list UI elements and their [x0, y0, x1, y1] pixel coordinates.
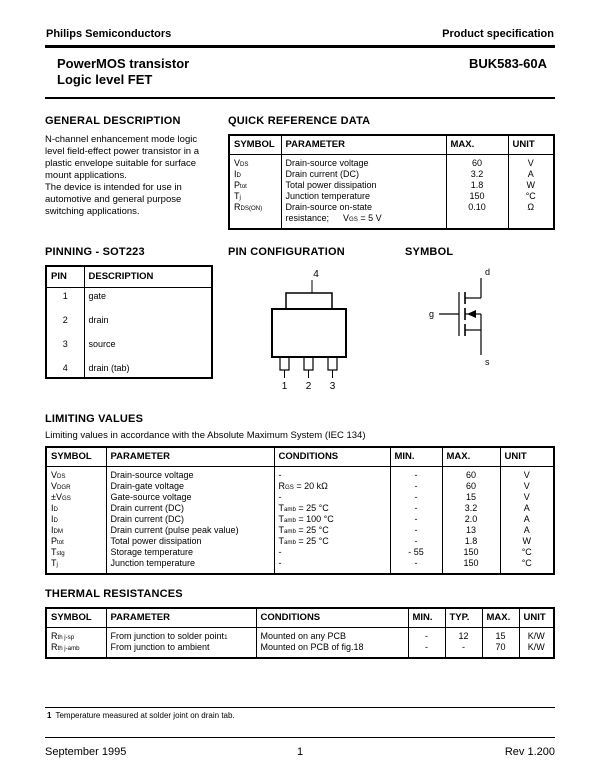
thermal-resistances-heading: THERMAL RESISTANCES — [45, 588, 183, 600]
quick-reference-column — [228, 115, 555, 230]
cell-description: drain (tab) — [84, 356, 212, 378]
col-header-min: MIN. — [408, 608, 445, 628]
title-block — [45, 48, 555, 97]
description-quickref-section — [45, 115, 555, 230]
table-row — [46, 288, 212, 309]
product-title — [57, 56, 189, 88]
general-description-para1: N-channel enhancement mode logic level field-effect power transistor in a plastic envelope suitable for surface mount applications. — [45, 134, 200, 181]
lead-2 — [304, 357, 313, 370]
cell-max: 3.2 — [442, 503, 500, 514]
title-rule — [45, 97, 555, 99]
cell-min: - — [408, 628, 445, 643]
general-description-para2: The device is intended for use in automotive and general purpose switching applications. — [45, 182, 182, 217]
table-row — [229, 180, 554, 191]
cell-conditions: - — [274, 558, 390, 574]
limiting-values-section — [45, 413, 555, 575]
substrate-arrow — [467, 310, 476, 318]
cell-conditions: $R_{GS} = 20$ kΩ — [274, 481, 390, 492]
cell-parameter: Drain current (DC) — [281, 169, 446, 180]
cell-min: - 55 — [390, 547, 442, 558]
table-header-row — [46, 608, 554, 628]
col-header-min: MIN. — [390, 447, 442, 467]
cell-parameter: Gate-source voltage — [106, 492, 274, 503]
cell-pin: 2 — [62, 315, 68, 325]
cell-parameter: Storage temperature — [106, 547, 274, 558]
cell-max: 60 — [442, 467, 500, 482]
cell-unit: A — [500, 514, 554, 525]
cell-max: 15 — [482, 628, 519, 643]
cell-min: - — [408, 642, 445, 658]
col-header-symbol: SYMBOL — [46, 608, 106, 628]
cell-conditions: $T_{amb} = 25$ °C — [274, 536, 390, 547]
cell-min: - — [390, 481, 442, 492]
table-row — [46, 514, 554, 525]
spec-type-label: Product specification — [442, 28, 554, 40]
table-header-row — [229, 135, 554, 155]
cell-symbol: $R_{th j-amb}$ — [51, 642, 80, 652]
cell-parameter: Junction temperature — [281, 191, 446, 202]
col-header-max: MAX. — [446, 135, 508, 155]
cell-max: 0.10 — [446, 202, 508, 229]
col-header-conditions: CONDITIONS — [256, 608, 408, 628]
pinning-heading: PINNING - SOT223 — [45, 246, 145, 258]
footer-revision: Rev 1.200 — [504, 746, 555, 758]
table-row — [229, 202, 554, 229]
cell-parameter — [281, 202, 446, 229]
table-row — [46, 558, 554, 574]
cell-unit: °C — [500, 558, 554, 574]
mosfet-symbol-drawing — [419, 265, 539, 373]
table-row — [46, 547, 554, 558]
limiting-values-heading: LIMITING VALUES — [45, 413, 144, 425]
table-row — [229, 169, 554, 180]
col-header-max: MAX. — [442, 447, 500, 467]
source-label: s — [485, 357, 490, 367]
table-header-row — [46, 266, 212, 288]
gate-label: g — [429, 309, 435, 319]
pinning-section — [45, 246, 555, 398]
cell-parameter: Drain current (DC) — [106, 514, 274, 525]
cell-description: drain — [84, 308, 212, 332]
cell-max: 15 — [442, 492, 500, 503]
cell-symbol: $R_{th j-sp}$ — [51, 631, 75, 641]
parameter-line2 — [286, 213, 442, 224]
part-number: BUK583-60A — [468, 56, 547, 71]
cell-parameter: Drain-source voltage — [106, 467, 274, 482]
document-footer — [45, 738, 555, 758]
table-row — [46, 628, 554, 643]
pin-configuration-heading: PIN CONFIGURATION — [228, 246, 345, 258]
cell-symbol: $I_{DM}$ — [51, 525, 64, 535]
col-header-symbol: SYMBOL — [46, 447, 106, 467]
footer-date: September 1995 — [45, 746, 127, 758]
cell-parameter: Drain current (pulse peak value) — [106, 525, 274, 536]
cell-unit: Ω — [508, 202, 554, 229]
cell-unit: K/W — [519, 642, 554, 658]
cell-parameter: Drain current (DC) — [106, 503, 274, 514]
cell-max: 150 — [442, 547, 500, 558]
table-row — [46, 481, 554, 492]
page-bottom — [45, 707, 555, 758]
cell-symbol: $I_D$ — [51, 503, 58, 513]
cell-pin: 4 — [62, 363, 68, 373]
cell-conditions: $T_{amb} = 25$ °C — [274, 525, 390, 536]
cell-unit: A — [500, 525, 554, 536]
cell-symbol: $R_{DS(ON)}$ — [234, 202, 263, 212]
cell-conditions: $T_{amb} = 100$ °C — [274, 514, 390, 525]
package-body — [272, 309, 346, 357]
cell-symbol: $T_{stg}$ — [51, 547, 65, 557]
pin4-label: 4 — [313, 269, 319, 280]
cell-conditions: - — [274, 492, 390, 503]
cell-description: gate — [84, 288, 212, 309]
cell-symbol: $V_{DGR}$ — [51, 481, 71, 491]
cell-max: 70 — [482, 642, 519, 658]
cell-parameter: Junction temperature — [106, 558, 274, 574]
package-tab — [286, 293, 332, 309]
thermal-resistances-section — [45, 588, 555, 659]
table-row — [46, 536, 554, 547]
pin1-label: 1 — [281, 381, 288, 392]
cell-parameter: From junction to ambient — [106, 642, 256, 658]
cell-symbol: $\pm V_{GS}$ — [51, 492, 71, 502]
cell-max: 150 — [446, 191, 508, 202]
cell-symbol: $P_{tot}$ — [51, 536, 64, 546]
cell-unit: A — [508, 169, 554, 180]
cell-min: - — [390, 558, 442, 574]
cell-symbol: $V_{DS}$ — [51, 470, 66, 480]
col-header-parameter: PARAMETER — [106, 447, 274, 467]
parameter-line2-text: resistance; — [285, 213, 330, 223]
drain-label: d — [485, 267, 491, 277]
cell-min: - — [390, 525, 442, 536]
cell-symbol: $I_D$ — [51, 514, 58, 524]
cell-unit: A — [500, 503, 554, 514]
table-row — [229, 155, 554, 170]
thermal-resistances-table — [45, 607, 555, 659]
col-header-description: DESCRIPTION — [84, 266, 212, 288]
table-row — [46, 492, 554, 503]
cell-symbol: $P_{tot}$ — [234, 180, 247, 190]
col-header-conditions: CONDITIONS — [274, 447, 390, 467]
table-header-row — [46, 447, 554, 467]
col-header-unit: UNIT — [519, 608, 554, 628]
lead-1 — [280, 357, 289, 370]
cell-parameter: Drain-source voltage — [281, 155, 446, 170]
cell-unit: V — [500, 481, 554, 492]
sot223-package-drawing — [228, 265, 390, 393]
pin2-label: 2 — [305, 381, 312, 392]
vendor-name: Philips Semiconductors — [46, 28, 172, 40]
col-header-symbol: SYMBOL — [229, 135, 281, 155]
table-row — [46, 642, 554, 658]
pinning-column — [45, 246, 213, 398]
cell-unit: °C — [508, 191, 554, 202]
col-header-max: MAX. — [482, 608, 519, 628]
cell-unit: W — [508, 180, 554, 191]
cell-min: - — [390, 492, 442, 503]
pin3-label: 3 — [329, 381, 336, 392]
cell-max: 60 — [446, 155, 508, 170]
cell-unit: V — [500, 467, 554, 482]
table-row — [46, 332, 212, 356]
col-header-unit: UNIT — [500, 447, 554, 467]
parameter-line1: Drain-source on-state — [285, 202, 373, 212]
cell-symbol: $I_D$ — [234, 169, 241, 179]
cell-max: 150 — [442, 558, 500, 574]
pin-configuration-column — [228, 246, 390, 398]
cell-symbol: $V_{DS}$ — [234, 158, 249, 168]
symbol-column — [405, 246, 555, 398]
general-description-heading: GENERAL DESCRIPTION — [45, 115, 181, 127]
cell-symbol: $T_j$ — [51, 558, 58, 568]
cell-typ: 12 — [445, 628, 482, 643]
footnote-text: Temperature measured at solder joint on drain tab. — [55, 711, 235, 720]
cell-unit: K/W — [519, 628, 554, 643]
quick-reference-heading: QUICK REFERENCE DATA — [228, 115, 371, 127]
footnote — [45, 708, 555, 721]
col-header-parameter: PARAMETER — [106, 608, 256, 628]
lead-3 — [328, 357, 337, 370]
cell-conditions: - — [274, 547, 390, 558]
footer-page-number: 1 — [296, 746, 304, 758]
cell-unit: V — [508, 155, 554, 170]
col-header-pin: PIN — [46, 266, 84, 288]
cell-parameter: From junction to solder point$^1$ — [106, 628, 256, 643]
cell-max: 1.8 — [446, 180, 508, 191]
cell-parameter: Total power dissipation — [106, 536, 274, 547]
cell-max: 60 — [442, 481, 500, 492]
cell-max: 13 — [442, 525, 500, 536]
cell-max: 3.2 — [446, 169, 508, 180]
parameter-line2-condition: $V_{GS} = 5$ V — [343, 213, 382, 223]
cell-symbol: $T_j$ — [234, 191, 241, 201]
cell-max: 2.0 — [442, 514, 500, 525]
cell-parameter: Total power dissipation — [281, 180, 446, 191]
document-header — [45, 28, 555, 45]
cell-max: 1.8 — [442, 536, 500, 547]
table-row — [46, 525, 554, 536]
cell-conditions: Mounted on PCB of fig.18 — [256, 642, 408, 658]
limiting-values-table — [45, 446, 555, 575]
cell-parameter: Drain-gate voltage — [106, 481, 274, 492]
table-row — [46, 467, 554, 482]
cell-min: - — [390, 503, 442, 514]
cell-description: source — [84, 332, 212, 356]
cell-min: - — [390, 536, 442, 547]
cell-conditions: Mounted on any PCB — [256, 628, 408, 643]
cell-min: - — [390, 514, 442, 525]
table-row — [46, 356, 212, 378]
cell-min: - — [390, 467, 442, 482]
cell-pin: 3 — [62, 339, 68, 349]
pinning-table — [45, 265, 213, 379]
symbol-heading: SYMBOL — [405, 246, 454, 258]
col-header-unit: UNIT — [508, 135, 554, 155]
cell-unit: V — [500, 492, 554, 503]
cell-unit: °C — [500, 547, 554, 558]
col-header-parameter: PARAMETER — [281, 135, 446, 155]
col-header-typ: TYP. — [445, 608, 482, 628]
quick-reference-table — [228, 134, 555, 230]
cell-conditions: $T_{amb} = 25$ °C — [274, 503, 390, 514]
footer-gap — [45, 721, 555, 737]
cell-typ: - — [445, 642, 482, 658]
product-title-line2: Logic level FET — [57, 72, 153, 87]
table-row — [46, 503, 554, 514]
cell-unit: W — [500, 536, 554, 547]
limiting-values-subtitle: Limiting values in accordance with the Absolute Maximum System (IEC 134) — [45, 430, 366, 441]
table-row — [229, 191, 554, 202]
cell-conditions: - — [274, 467, 390, 482]
table-row — [46, 308, 212, 332]
cell-pin: 1 — [62, 291, 68, 301]
footnote-marker: 1 — [47, 711, 52, 720]
product-title-line1: PowerMOS transistor — [57, 56, 190, 71]
general-description-column — [45, 115, 215, 230]
